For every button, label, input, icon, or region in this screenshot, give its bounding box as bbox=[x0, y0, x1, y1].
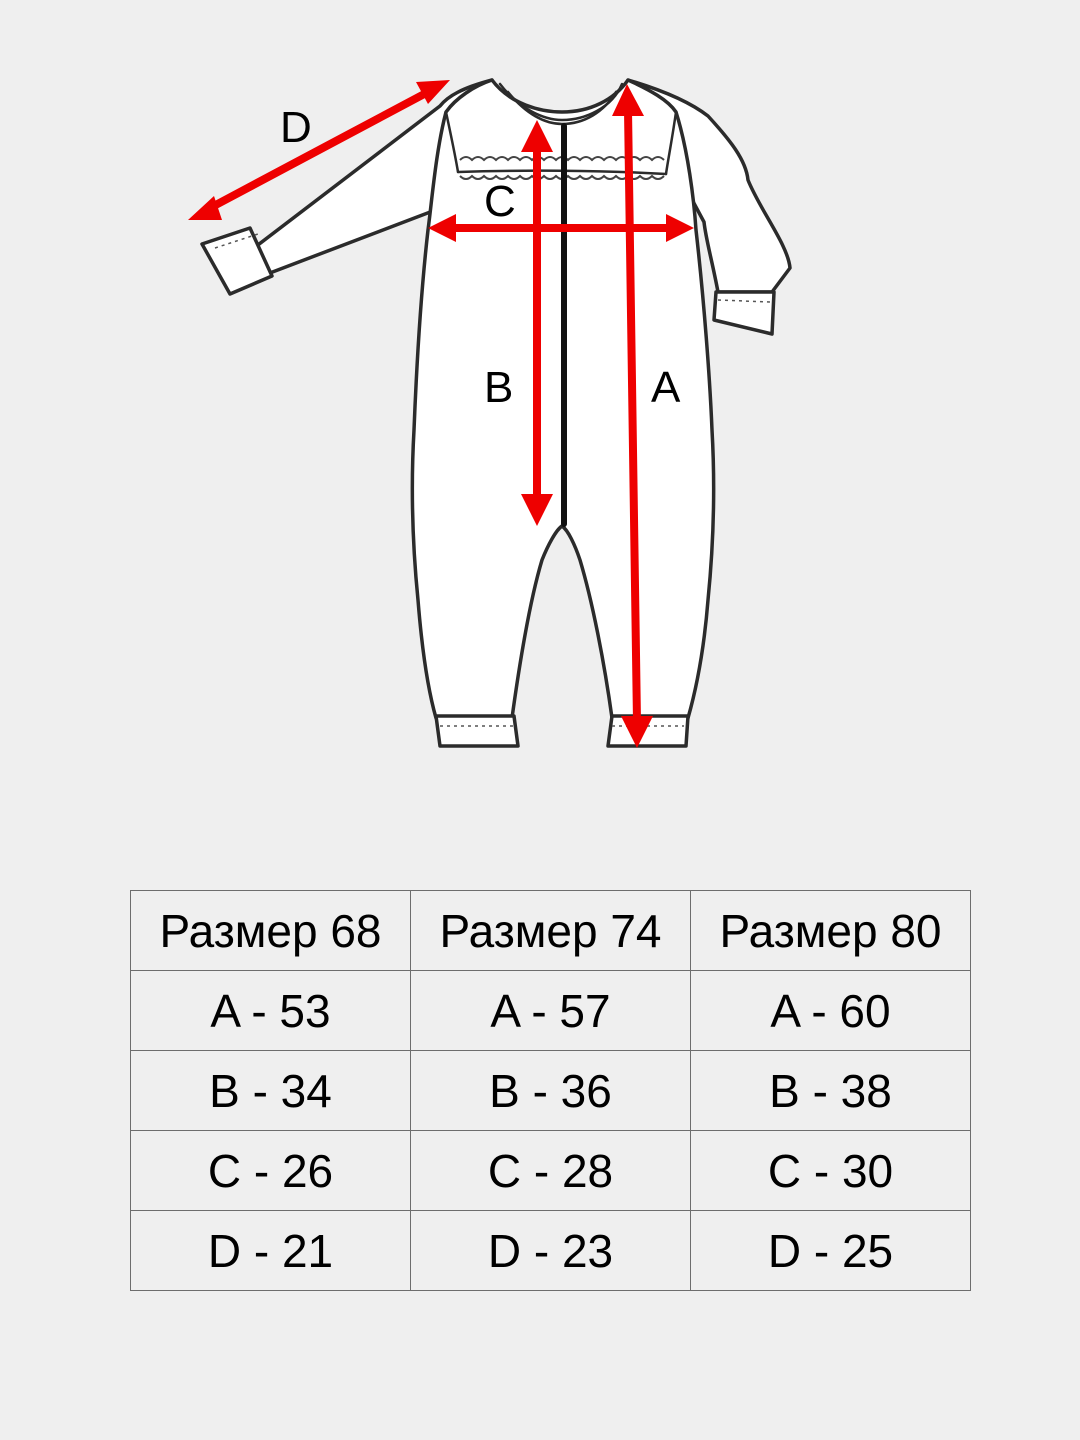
size-row-b bbox=[131, 1051, 971, 1131]
size-cell: B - 36 bbox=[411, 1051, 691, 1131]
size-cell: B - 38 bbox=[691, 1051, 971, 1131]
right-cuff bbox=[714, 292, 774, 334]
size-cell: C - 26 bbox=[131, 1131, 411, 1211]
size-header-74: Размер 74 bbox=[411, 891, 691, 971]
size-cell: D - 25 bbox=[691, 1211, 971, 1291]
size-row-c bbox=[131, 1131, 971, 1211]
size-row-d bbox=[131, 1211, 971, 1291]
size-cell: D - 21 bbox=[131, 1211, 411, 1291]
label-a: A bbox=[651, 363, 681, 412]
size-cell: D - 23 bbox=[411, 1211, 691, 1291]
label-c: C bbox=[484, 177, 516, 226]
size-header-80: Размер 80 bbox=[691, 891, 971, 971]
size-cell: C - 28 bbox=[411, 1131, 691, 1211]
left-leg-cuff bbox=[436, 716, 518, 746]
left-cuff bbox=[202, 228, 272, 294]
size-header-68: Размер 68 bbox=[131, 891, 411, 971]
size-cell: C - 30 bbox=[691, 1131, 971, 1211]
size-row-a bbox=[131, 971, 971, 1051]
size-header-row bbox=[131, 891, 971, 971]
size-cell: A - 60 bbox=[691, 971, 971, 1051]
size-cell: A - 57 bbox=[411, 971, 691, 1051]
label-b: B bbox=[484, 363, 514, 412]
size-table bbox=[130, 890, 971, 1291]
size-cell: B - 34 bbox=[131, 1051, 411, 1131]
size-cell: A - 53 bbox=[131, 971, 411, 1051]
label-d: D bbox=[280, 103, 312, 152]
